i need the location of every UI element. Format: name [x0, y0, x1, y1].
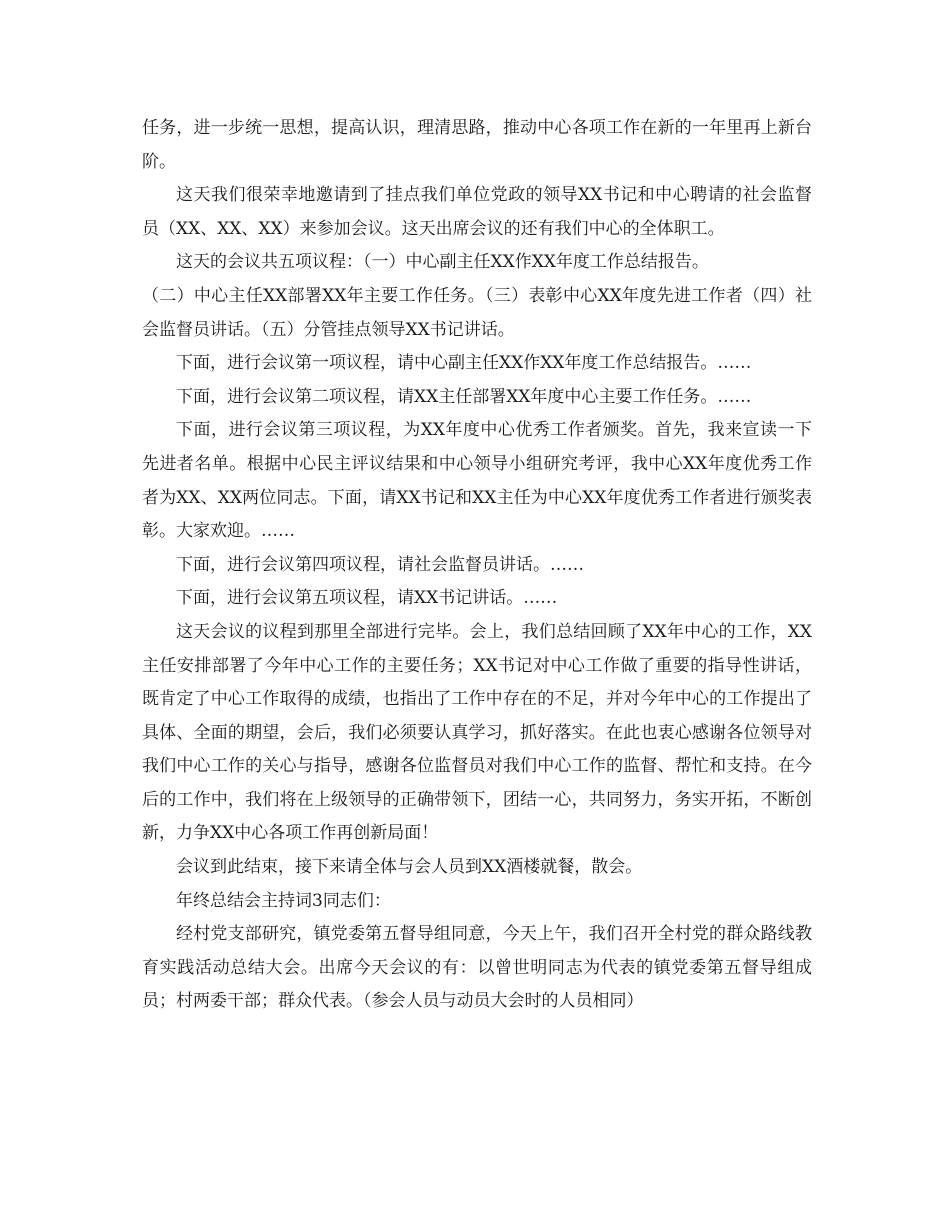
paragraph-4: （二）中心主任XX部署XX年主要工作任务。（三）表彰中心XX年度先进工作者（四）社会监督员讲话。（五）分管挂点领导XX书记讲话。: [142, 285, 812, 340]
paragraph-5: 下面，进行会议第一项议程，请中心副主任XX作XX年度工作总结报告。……: [176, 353, 752, 374]
paragraph-9: 下面，进行会议第五项议程，请XX书记讲话。……: [176, 588, 558, 609]
paragraph-2: 这天我们很荣幸地邀请到了挂点我们单位党政的领导XX书记和中心聘请的社会监督员（XX、XX、XX）来参加会议。这天出席会议的还有我们中心的全体职工。: [142, 185, 812, 239]
paragraph-11: 会议到此结束，接下来请全体与会人员到XX酒楼就餐，散会。: [176, 857, 643, 878]
document-body: [142, 112, 812, 1019]
paragraph-6: 下面，进行会议第二项议程，请XX主任部署XX年度中心主要工作任务。……: [176, 386, 752, 407]
paragraph-12: 年终总结会主持词3同志们：: [176, 890, 391, 911]
paragraph-7: 下面，进行会议第三项议程，为XX年度中心优秀工作者颁奖。首先，我来宣读一下先进者名单。根据中心民主评议结果和中心领导小组研究考评，我中心XX年度优秀工作者为XX、XX两位同志。下面，请XX书记和XX主任为中心XX年度优秀工作者进行颁奖表彰。大家欢迎。……: [142, 420, 812, 542]
paragraph-3: 这天的会议共五项议程：（一）中心副主任XX作XX年度工作总结报告。: [176, 252, 709, 273]
paragraph-13: 经村党支部研究，镇党委第五督导组同意，今天上午，我们召开全村党的群众路线教育实践活动总结大会。出席今天会议的有：以曾世明同志为代表的镇党委第五督导组成员；村两委干部；群众代表。（参会人员与动员大会时的人员相同）: [142, 924, 812, 1012]
paragraph-8: 下面，进行会议第四项议程，请社会监督员讲话。……: [176, 554, 584, 575]
paragraph-1: 任务，进一步统一思想，提高认识，理清思路，推动中心各项工作在新的一年里再上新台阶。: [142, 118, 812, 172]
paragraph-10: 这天会议的议程到那里全部进行完毕。会上，我们总结回顾了XX年中心的工作，XX主任安排部署了今年中心工作的主要任务；XX书记对中心工作做了重要的指导性讲话，既肯定了中心工作取得的成绩，也指出了工作中存在的不足，并对今年中心的工作提出了具体、全面的期望，会后，我们必须要认真学习，抓好落实。在此也衷心感谢各位领导对我们中心工作的关心与指导，感谢各位监督员对我们中心工作的监督、帮忙和支持。在今后的工作中，我们将在上级领导的正确带领下，团结一心，共同努力，务实开拓，不断创新，力争XX中心各项工作再创新局面！: [142, 621, 812, 844]
